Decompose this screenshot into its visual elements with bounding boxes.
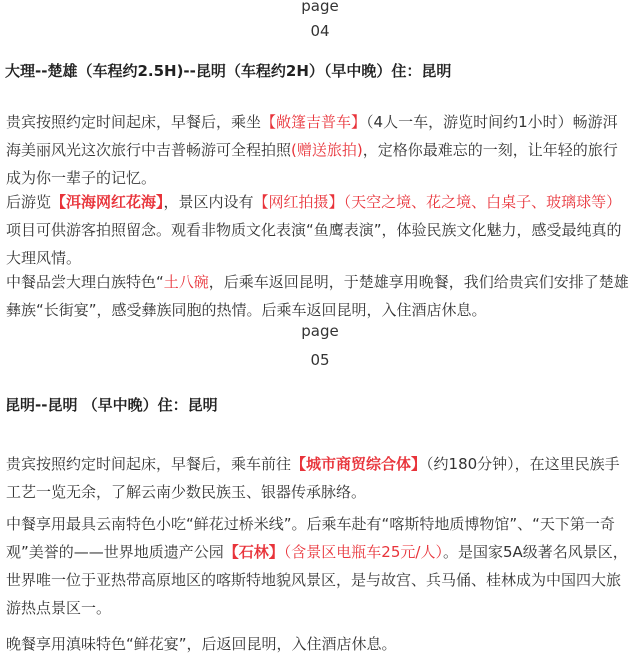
highlight: 土八碗 bbox=[163, 273, 209, 291]
page-label: page bbox=[301, 322, 339, 340]
paragraph: 晚餐享用滇味特色“鲜花宴”，后返回昆明，入住酒店休息。 bbox=[6, 635, 397, 653]
highlight: 【城市商贸综合体】 bbox=[291, 455, 427, 473]
paragraph: 中餐品尝大理白族特色“土八碗，后乘车返回昆明，于楚雄享用晚餐，我们给贵宾们安排了楚雄彝族“长街宴”，感受彝族同胞的热情。后乘车返回昆明，入住酒店休息。 bbox=[6, 273, 629, 319]
page-number: 05 bbox=[310, 351, 330, 369]
paragraph: 贵宾按照约定时间起床，早餐后，乘坐【敞篷吉普车】（4人一车，游览时间约1小时）畅游洱海美丽风光这次旅行中吉普畅游可全程拍照(赠送旅拍)，定格你最难忘的一刻，让年轻的旅行成为你一辈子的记忆。 bbox=[6, 113, 618, 187]
paragraph: 贵宾按照约定时间起床，早餐后，乘车前往【城市商贸综合体】（约180分钟），在这里民族手工艺一览无余，了解云南少数民族玉、银器传承脉络。 bbox=[6, 455, 620, 501]
highlight: 【洱海网红花海】 bbox=[51, 193, 164, 211]
highlight: 【石林】 bbox=[223, 543, 284, 561]
highlight: （天空之境、花之境、白桌子、玻璃球等） bbox=[343, 193, 622, 211]
day-title: 昆明--昆明 （早中晚）住：昆明 bbox=[5, 396, 218, 414]
page-label: page bbox=[301, 0, 339, 15]
paragraph: 后游览【洱海网红花海】，景区内设有【网红拍摄】（天空之境、花之境、白桌子、玻璃球等）项目可供游客拍照留念。观看非物质文化表演“鱼鹰表演”，体验民族文化魅力，感受最纯真的大理风情。 bbox=[6, 193, 622, 267]
highlight: （含景区电瓶车25元/人） bbox=[283, 543, 443, 561]
page-number: 04 bbox=[310, 22, 330, 40]
highlight: (赠送旅拍) bbox=[291, 141, 363, 159]
paragraph: 中餐享用最具云南特色小吃“鲜花过桥米线”。后乘车赴有“喀斯特地质博物馆”、“天下第一奇观”美誉的——世界地质遗产公园【石林】（含景区电瓶车25元/人）。是国家5A级著名风景区，世界唯一位于亚热带高原地区的喀斯特地貌风景区，是与故宫、兵马俑、桂林成为中国四大旅游热点景区一。 bbox=[6, 515, 628, 617]
highlight: 【敞篷吉普车】 bbox=[261, 113, 367, 131]
day-title: 大理--楚雄（车程约2.5H)--昆明（车程约2H）（早中晚）住：昆明 bbox=[5, 62, 452, 80]
highlight: 【网红拍摄】 bbox=[253, 193, 344, 211]
